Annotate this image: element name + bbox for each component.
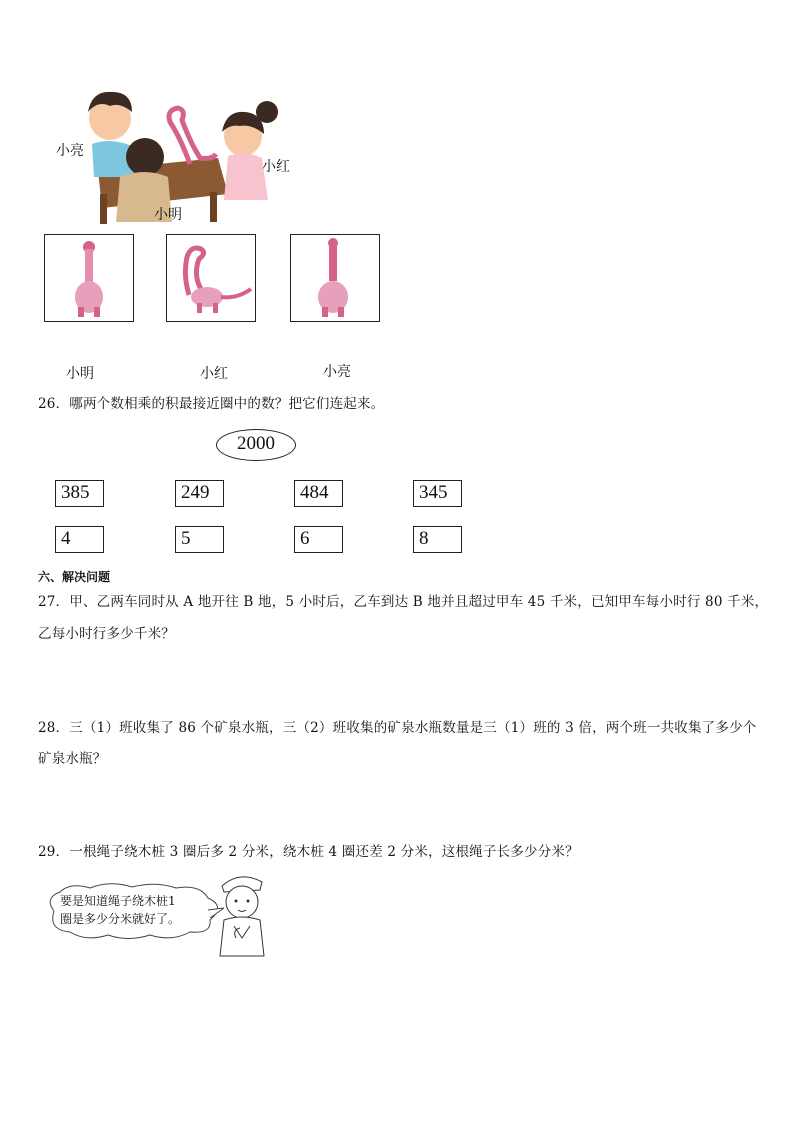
q27-line1: 27．甲、乙两车同时从 A 地开往 B 地，5 小时后，乙车到达 B 地并且超过甲车 45 千米，已知甲车每小时行 80 千米， (38, 594, 769, 610)
view-caption-3: 小亮 (323, 364, 351, 380)
q27-line2: 乙每小时行多少千米？ (38, 626, 175, 642)
bottom-number-box[interactable]: 4 (55, 526, 104, 553)
view-caption-1: 小明 (66, 366, 94, 382)
dinosaur-back-icon (291, 235, 379, 321)
bubble-text-line2: 圈是多少分米就好了。 (60, 912, 181, 926)
q26-number: 26． (38, 396, 70, 412)
section-title: 六、解决问题 (38, 570, 111, 584)
bubble-text-line1: 要是知道绳子绕木桩1 (60, 894, 176, 908)
q29-line1: 29．一根绳子绕木桩 3 圈后多 2 分米，绕木桩 4 圈还差 2 分米，这根绳子长多少分米？ (38, 844, 579, 860)
top-number-box[interactable]: 385 (55, 480, 104, 507)
boy-thinking-illustration (212, 868, 272, 958)
target-number-oval: 2000 (216, 429, 296, 461)
top-number-box[interactable]: 484 (294, 480, 343, 507)
view-box-3 (290, 234, 380, 322)
bottom-number-box[interactable]: 6 (294, 526, 343, 553)
top-number-box[interactable]: 345 (413, 480, 462, 507)
dinosaur-side-icon (167, 235, 255, 321)
q26-text: 哪两个数相乘的积最接近圈中的数？把它们连起来。 (69, 396, 385, 412)
dinosaur-front-icon (45, 235, 133, 321)
label-xiaoliang: 小亮 (56, 143, 84, 159)
view-caption-2: 小红 (200, 366, 228, 382)
top-number-box[interactable]: 249 (175, 480, 224, 507)
bottom-number-box[interactable]: 5 (175, 526, 224, 553)
label-xiaohong: 小红 (262, 159, 290, 175)
q28-line1: 28．三（1）班收集了 86 个矿泉水瓶，三（2）班收集的矿泉水瓶数量是三（1）班的 3 倍，两个班一共收集了多少个 (38, 720, 757, 736)
q28-line2: 矿泉水瓶？ (38, 751, 107, 767)
view-box-2 (166, 234, 256, 322)
q26-prompt (38, 388, 384, 420)
boy-with-cap-icon (212, 868, 272, 958)
bottom-number-box[interactable]: 8 (413, 526, 462, 553)
label-xiaoming: 小明 (154, 207, 182, 223)
view-box-1 (44, 234, 134, 322)
speech-bubble (40, 880, 225, 942)
